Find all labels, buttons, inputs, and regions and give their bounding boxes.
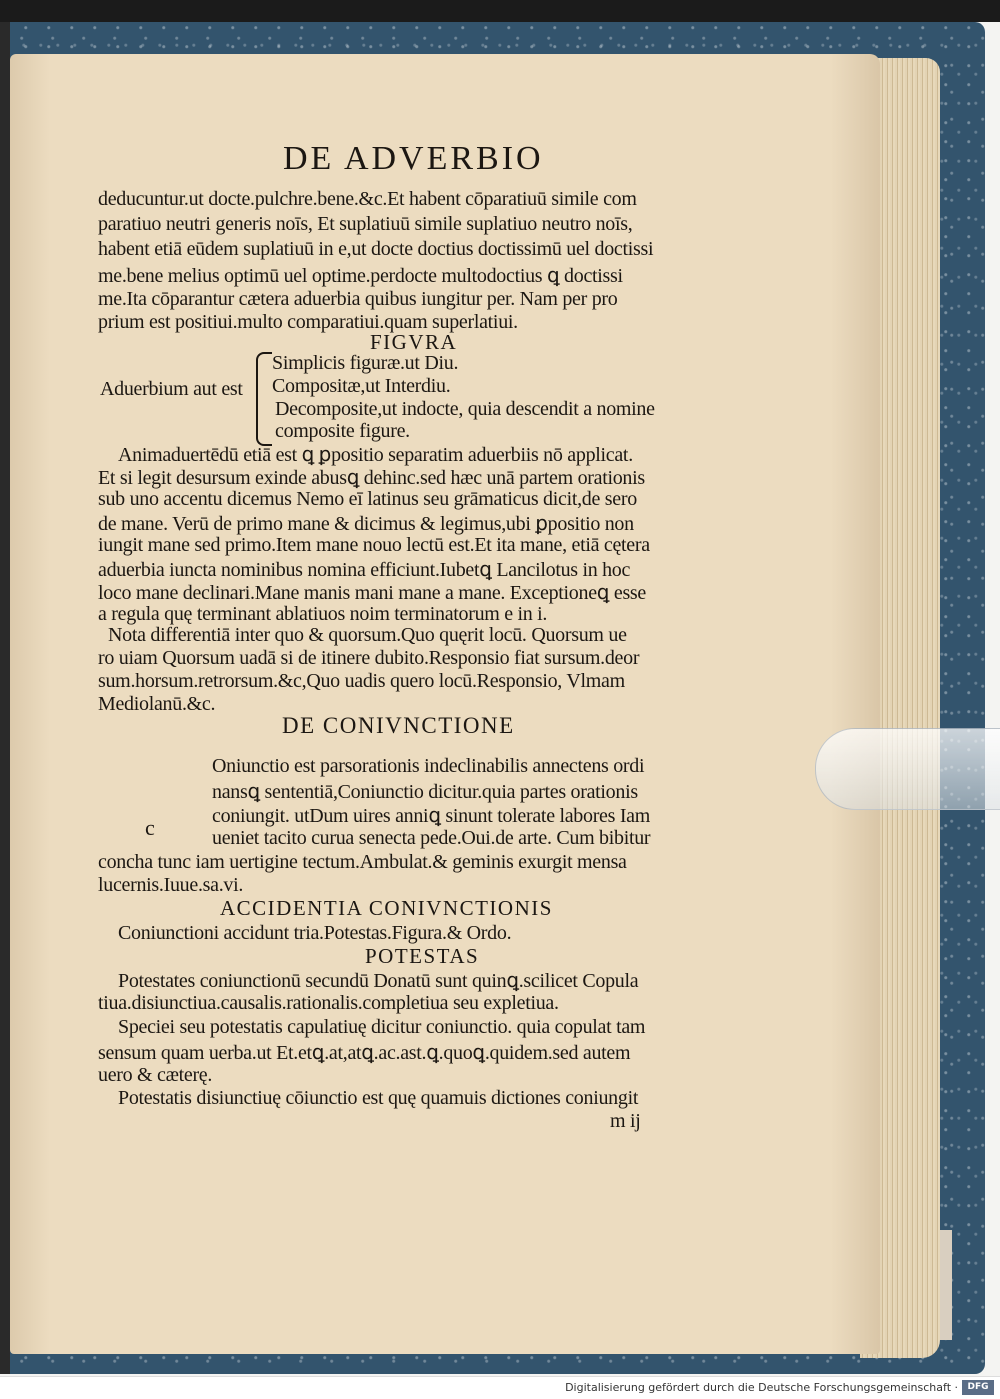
scan-left-band	[0, 22, 10, 1374]
text-line: sub uno accentu dicemus Nemo eī latinus seu grāmaticus dicit,de sero	[98, 488, 637, 510]
text-line: nansꝗ sententiā,Coniunctio dicitur.quia partes orationis	[212, 781, 638, 803]
text-line: Nota differentiā inter quo & quorsum.Quo quęrit locū. Quorsum ue	[108, 624, 627, 646]
text-line: lucernis.Iuue.sa.vi.	[98, 874, 244, 896]
text-line: ueniet tacito curua senecta pede.Oui.de arte. Cum bibitur	[212, 827, 651, 849]
text-line: Speciei seu potestatis capulatiuę dicitur coniunctio. quia copulat tam	[118, 1016, 646, 1038]
text-line: me.bene melius optimū uel optime.perdocte multodoctius ꝗ doctissi	[98, 265, 623, 287]
footer-credit: Digitalisierung gefördert durch die Deutsche Forschungsgemeinschaft ·	[565, 1381, 958, 1394]
text-line: loco mane declinari.Mane manis mani mane a mane. Exceptioneꝗ esse	[98, 582, 646, 604]
dfg-logo: DFG	[962, 1380, 994, 1395]
figura-item: Decomposite,ut indocte, quia descendit a nomine	[275, 398, 655, 420]
figura-item: composite figure.	[275, 420, 410, 442]
text-line: sum.horsum.retrorsum.&c,Quo uadis quero locū.Responsio, Vlmam	[98, 670, 625, 692]
drop-cap-guide-letter: c	[145, 815, 155, 840]
text-line: habent etiā eūdem suplatiuū in e,ut docte doctius doctissimū uel doctissi	[98, 238, 654, 260]
figura-item: Compositæ,ut Interdiu.	[272, 375, 451, 397]
text-line: sensum quam uerba.ut Et.etꝗ.at,atꝗ.ac.ast.ꝗ.quoꝗ.quidem.sed autem	[98, 1042, 631, 1064]
text-line: Coniunctioni accidunt tria.Potestas.Figura.& Ordo.	[118, 922, 512, 944]
text-line: ro uiam Quorsum uadā si de itinere dubito.Responsio fiat sursum.deor	[98, 647, 640, 669]
text-line: Animaduertēdū etiā est ꝗ ꝑpositio separatim aduerbiis nō applicat.	[118, 444, 633, 466]
text-line: Oniunctio est parsorationis indeclinabilis annectens ordi	[212, 755, 645, 777]
text-line: Potestates coniunctionū secundū Donatū sunt quinꝗ.scilicet Copula	[118, 970, 639, 992]
text-line: paratiuo neutri generis noīs, Et suplatiuū simile suplatiuo neutro noīs,	[98, 213, 633, 235]
section-heading-potestas: POTESTAS	[365, 944, 480, 968]
figura-bracket	[256, 352, 272, 446]
section-heading-figura: FIGVRA	[370, 330, 458, 354]
text-line: prium est positiui.multo comparatiui.quam superlatiui.	[98, 311, 518, 333]
glass-weight	[815, 728, 1000, 810]
section-heading-accidentia: ACCIDENTIA CONIVNCTIONIS	[220, 896, 553, 920]
page-title: DE ADVERBIO	[283, 140, 544, 177]
section-heading-coniunctione: DE CONIVNCTIONE	[282, 713, 515, 738]
figura-lead: Aduerbium aut est	[100, 378, 243, 400]
text-line: de mane. Verū de primo mane & dicimus & legimus,ubi ꝑpositio non	[98, 513, 634, 535]
text-line: aduerbia iuncta nominibus nomina efficiunt.Iubetꝗ Lancilotus in hoc	[98, 559, 631, 581]
text-line: tiua.disiunctiua.causalis.rationalis.completiua seu expletiua.	[98, 992, 559, 1014]
footer-bar	[0, 1376, 1000, 1399]
text-line: coniungit. utDum uires anniꝗ sinunt tolerate labores Iam	[212, 805, 651, 827]
text-line: Potestatis disiunctiuę cōiunctio est quę quamuis dictiones coniungit	[118, 1087, 639, 1109]
signature-mark: m ij	[610, 1110, 641, 1132]
text-line: uero & cæterę.	[98, 1064, 213, 1086]
text-line: concha tunc iam uertigine tectum.Ambulat.& geminis exurgit mensa	[98, 851, 627, 873]
text-line: me.Ita cōparantur cætera aduerbia quibus iungitur per. Nam per pro	[98, 288, 618, 310]
bookmark-strip	[940, 1230, 952, 1340]
text-line: deducuntur.ut docte.pulchre.bene.&c.Et habent cōparatiuū simile com	[98, 188, 637, 210]
figura-item: Simplicis figuræ.ut Diu.	[272, 352, 459, 374]
scan-top-band	[0, 0, 1000, 22]
text-line: Et si legit desursum exinde abusꝗ dehinc.sed hæc unā partem orationis	[98, 467, 645, 489]
text-line: iungit mane sed primo.Item mane nouo lectū est.Et ita mane, etiā cętera	[98, 534, 650, 556]
text-line: Mediolanū.&c.	[98, 693, 216, 715]
text-line: a regula quę terminant ablatiuos noim terminatorum e in i.	[98, 603, 548, 625]
